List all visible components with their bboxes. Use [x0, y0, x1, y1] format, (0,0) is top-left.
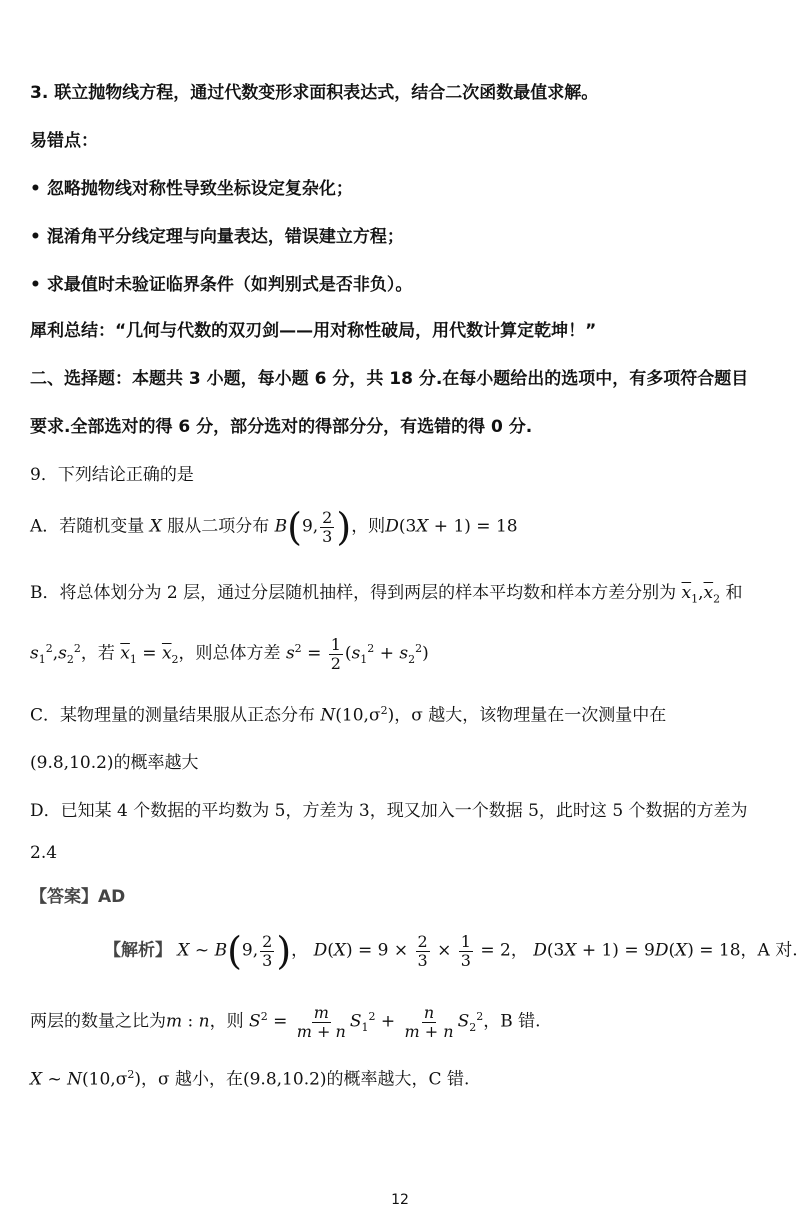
q9-option-a: A．若随机变量 X 服从二项分布 B(9, $\frac{2}{3}$ )，则D(3X + 1) = 18: [30, 505, 518, 549]
q9-option-d-line1: D．已知某 4 个数据的平均数为 5，方差为 3，现又加入一个数据 5，此时这 5 个数据的方差为: [30, 801, 748, 821]
q9-option-c-line1: C．某物理量的测量结果服从正态分布 $N(10,\sigma^2)$，σ 越大，该物理量在一次测量中在: [30, 704, 667, 726]
section2-line1: 二、选择题：本题共 3 小题，每小题 6 分，共 18 分.在每小题给出的选项中，有多项符合题目: [30, 369, 749, 389]
q9-stem: 9．下列结论正确的是: [30, 465, 194, 485]
analysis-line1: 【解析】 X ~ B(9, $\frac{2}{3}$ )， D(X) = 9 × $\frac{2}{3}$ × $\frac{1}{3}$ = 2， D(3X + 1) = 9D(X) = 18，A 对.: [104, 929, 798, 973]
q9-option-d-line2: 2.4: [30, 843, 58, 863]
pitfall-item: • 求最值时未验证临界条件（如判别式是否非负）。: [30, 275, 413, 295]
section2-line2: 要求.全部选对的得 6 分，部分选对的得部分分，有选错的得 0 分.: [30, 417, 533, 437]
summary-step3: 3. 联立抛物线方程，通过代数变形求面积表达式，结合二次函数最值求解。: [30, 83, 599, 103]
q9-option-c-line2: (9.8,10.2)的概率越大: [30, 753, 199, 773]
sharp-summary: 犀利总结：“几何与代数的双刃剑——用对称性破局，用代数计算定乾坤！”: [30, 321, 597, 341]
analysis-line3: X ~ $N(10,\sigma^2)$，σ 越小，在(9.8,10.2)的概率越大，C 错.: [30, 1068, 470, 1090]
pitfall-item: • 混淆角平分线定理与向量表达，错误建立方程；: [30, 227, 404, 247]
q9-option-b-line2: $s_1^2,s_2^2$，若 $\overline{x}_1 = \overline{x}_2$，则总体方差 $s^2$ = $\frac{1}{2}$ $(s_1^2 + s_2^2)$: [30, 635, 429, 673]
pitfalls-title: 易错点：: [30, 131, 98, 151]
analysis-line2: 两层的数量之比为m : n，则 $S^2$ = $\frac{m}{m + n}$ $S_1^2$ + $\frac{n}{m + n}$ $S_2^2$，B 错.: [30, 1003, 541, 1041]
answer-label: 【答案】AD: [30, 887, 126, 907]
page-number: 12: [391, 1192, 409, 1208]
pitfall-item: • 忽略抛物线对称性导致坐标设定复杂化；: [30, 179, 353, 199]
q9-option-b-line1: B．将总体划分为 2 层，通过分层随机抽样，得到两层的样本平均数和样本方差分别为 $\overline{x}_1,\overline{x}_2$ 和: [30, 583, 743, 606]
